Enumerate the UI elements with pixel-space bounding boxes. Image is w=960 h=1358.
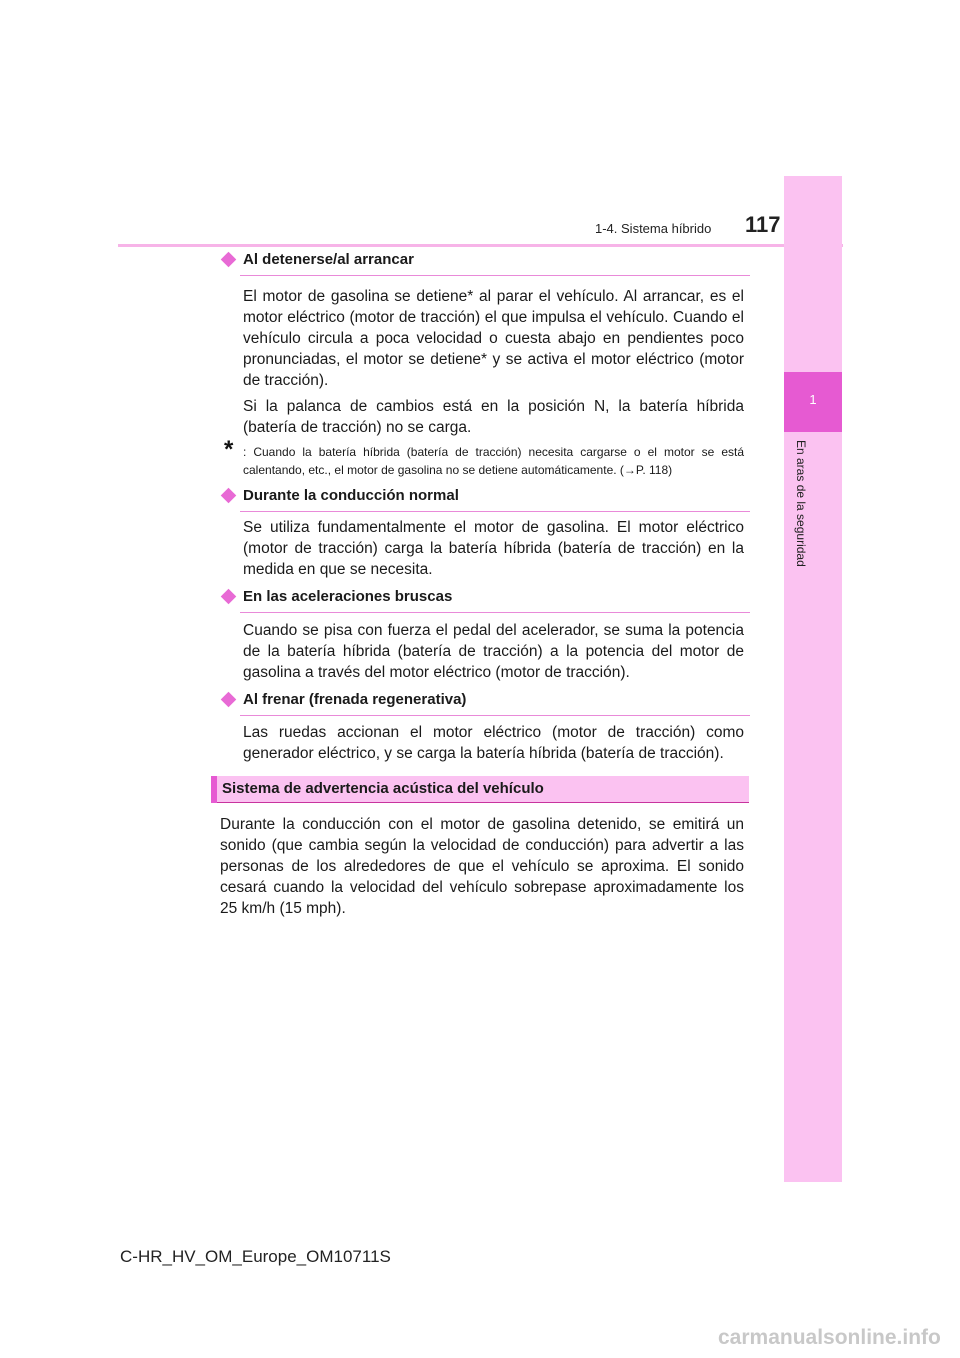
- side-tab-chapter-number: 1: [809, 392, 817, 407]
- subheading-al-frenar: [220, 690, 750, 716]
- subheading-title: En las aceleraciones bruscas: [243, 588, 453, 605]
- header-section-title: 1-4. Sistema híbrido: [595, 221, 712, 236]
- page-number: 117: [745, 212, 781, 237]
- paragraph: Durante la conducción con el motor de gasolina detenido, se emitirá un sonido (que cambia según la velocidad de conducción) para advertir a las personas de los alrededores de que el vehículo se aproxima. El sonido cesará cuando la velocidad del vehículo sobrepase aproximadamente los 25 km/h (15 mph).: [220, 816, 744, 917]
- section-heading-accent: [211, 776, 217, 803]
- subheading-conduccion-normal: [220, 486, 750, 512]
- diamond-icon: [221, 252, 237, 268]
- watermark: carmanualsonline.info: [718, 1326, 941, 1349]
- subheading-rule: [240, 511, 750, 512]
- subheading-al-detenerse: [220, 250, 750, 276]
- paragraph: El motor de gasolina se detiene* al parar el vehículo. Al arrancar, es el motor eléctrico (motor de tracción) el que impulsa el vehículo. Cuando el vehículo circula a poca velocidad o cuesta abajo en pendientes poco pronunciadas, el motor se detiene* y se activa el motor eléctrico (motor de tracción).: [243, 288, 744, 389]
- subheading-rule: [240, 715, 750, 716]
- diamond-icon: [221, 692, 237, 708]
- subheading-rule: [240, 275, 750, 276]
- footnote-asterisk: *: [224, 436, 234, 463]
- header-rule: [118, 244, 843, 247]
- paragraph: Las ruedas accionan el motor eléctrico (motor de tracción) como generador eléctrico, y se carga la batería híbrida (batería de tracción).: [243, 724, 744, 762]
- side-tab-chapter-label: En aras de la seguridad: [794, 440, 808, 567]
- diamond-icon: [221, 488, 237, 504]
- paragraph: Se utiliza fundamentalmente el motor de gasolina. El motor eléctrico (motor de tracción) carga la batería híbrida (batería de tracción) en la medida en que se necesita.: [243, 519, 744, 578]
- subheading-aceleraciones-bruscas: [220, 587, 750, 613]
- side-tab: [784, 176, 842, 1182]
- footer-doc-id: C-HR_HV_OM_Europe_OM10711S: [120, 1247, 391, 1266]
- subheading-title: Al frenar (frenada regenerativa): [243, 691, 467, 708]
- subheading-rule: [240, 612, 750, 613]
- paragraph: Cuando se pisa con fuerza el pedal del acelerador, se suma la potencia de la batería híbrida (batería de tracción) a la potencia del motor de gasolina a través del motor eléctrico (motor de tracción).: [243, 622, 744, 681]
- paragraph: Si la palanca de cambios está en la posición N, la batería híbrida (batería de tracción) no se carga.: [243, 398, 744, 436]
- diamond-icon: [221, 589, 237, 605]
- subheading-title: Al detenerse/al arrancar: [243, 251, 414, 268]
- footnote-text: : Cuando la batería híbrida (batería de tracción) necesita cargarse o el motor se está calentando, etc., el motor de gasolina no se detiene automáticamente. (→P. 118): [243, 445, 744, 477]
- subheading-title: Durante la conducción normal: [243, 487, 459, 504]
- section-heading-title: Sistema de advertencia acústica del vehículo: [222, 780, 544, 797]
